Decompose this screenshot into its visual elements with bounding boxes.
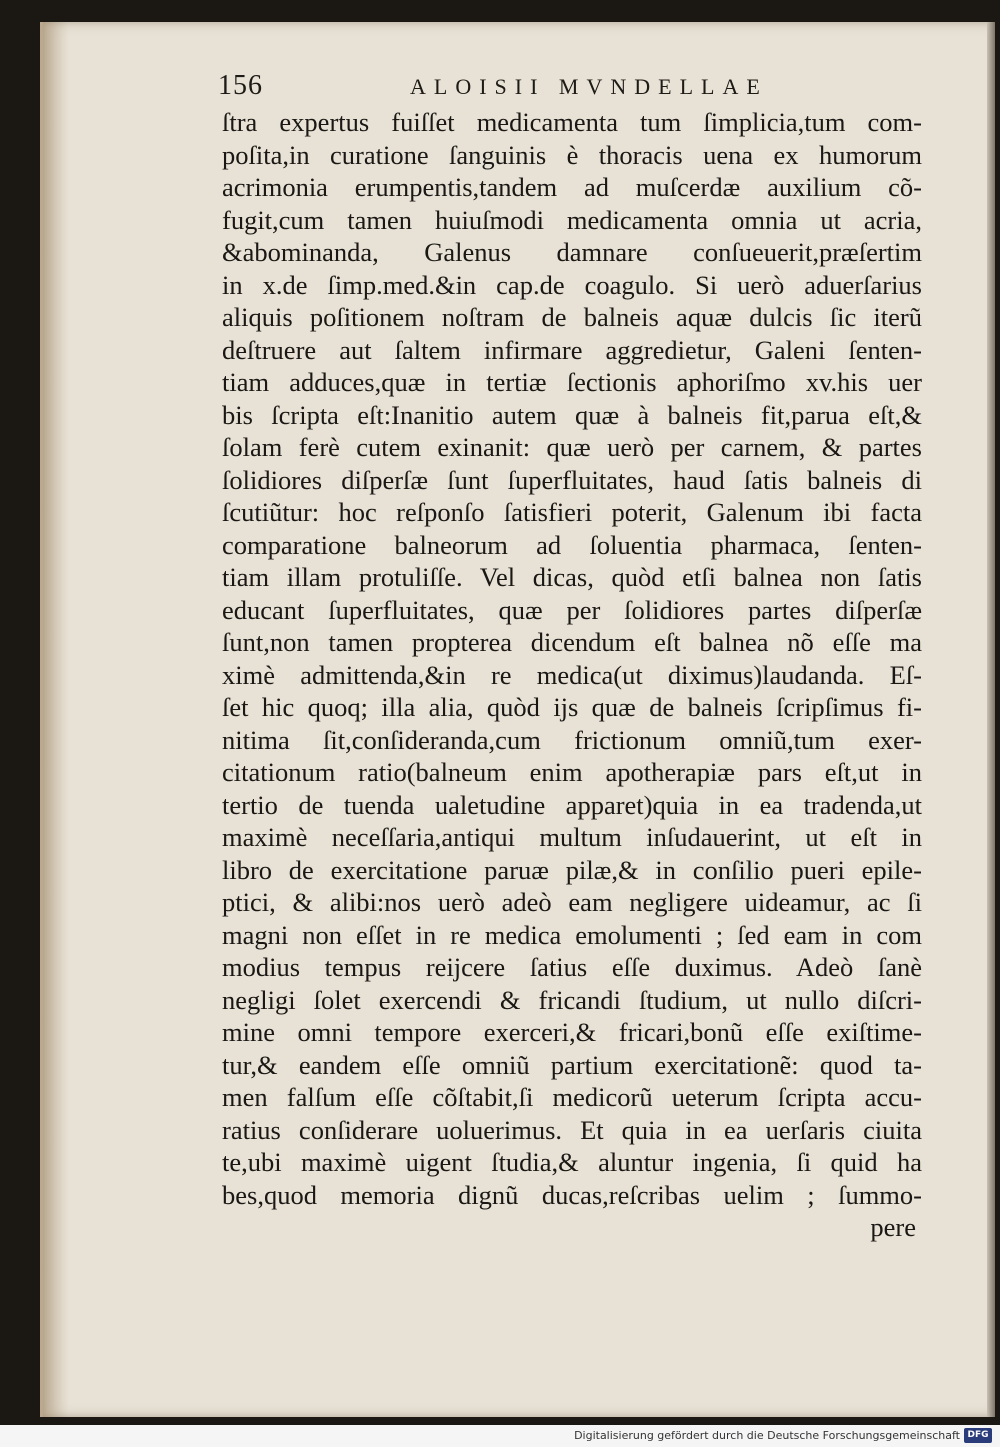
running-title: ALOISII MVNDELLAE: [410, 74, 768, 99]
text-line: comparatione balneorum ad ſoluentia pharmaca, ſenten-: [222, 529, 922, 560]
page-edge: [987, 22, 995, 1417]
text-line: citationum ratio(balneum enim apotherapiæ pars eſt,ut in: [222, 757, 922, 787]
text-line: negligi ſolet exercendi & fricandi ſtudium, ut nullo diſcri-: [222, 984, 922, 1015]
text-line: tiam illam protuliſſe. Vel dicas, quòd etſi balnea non ſatis: [222, 562, 922, 592]
text-line: poſita,in curatione ſanguinis è thoracis uena ex humorum: [222, 139, 922, 170]
text-line: ſtra expertus fuiſſet medicamenta tum ſimplicia,tum com-: [222, 107, 922, 137]
text-line: aliquis poſitionem noſtram de balneis aquæ dulcis ſic iterũ: [222, 302, 922, 332]
gutter-shadow: [43, 22, 69, 1417]
text-line: ratius conſiderare uoluerimus. Et quia in ea uerſaris ciuita: [222, 1114, 922, 1145]
footer-credit: Digitalisierung gefördert durch die Deutsche Forschungsgemeinschaft: [574, 1429, 960, 1442]
text-line: acrimonia erumpentis,tandem ad muſcerdæ auxilium cõ-: [222, 172, 922, 202]
text-line: tur,& eandem eſſe omniũ partium exercitationẽ: quod ta-: [222, 1049, 922, 1080]
text-line: tiam adduces,quæ in tertiæ ſectionis aphoriſmo xv.his uer: [222, 367, 922, 397]
text-line: deſtruere aut ſaltem infirmare aggredietur, Galeni ſenten-: [222, 334, 922, 365]
text-line: mine omni tempore exerceri,& fricari,bonũ eſſe exiſtime-: [222, 1017, 922, 1047]
text-line: magni non eſſet in re medica emolumenti ; ſed eam in com: [222, 919, 922, 950]
text-line: te,ubi maximè uigent ſtudia,& aluntur ingenia, ſi quid ha: [222, 1147, 922, 1177]
body-text: [222, 106, 922, 1244]
text-line: tertio de tuenda ualetudine apparet)quia in ea tradenda,ut: [222, 789, 922, 820]
text-line: ſcutiũtur: hoc reſponſo ſatisfieri poterit, Galenum ibi facta: [222, 497, 922, 527]
text-line: &abominanda, Galenus damnare conſueuerit,præſertim: [222, 237, 922, 267]
text-line: ſolidiores diſperſæ ſunt ſuperfluitates, haud ſatis balneis di: [222, 464, 922, 495]
text-line: educant ſuperfluitates, quæ per ſolidiores partes diſperſæ: [222, 594, 922, 625]
page-number: 156: [218, 70, 263, 101]
text-line: modius tempus reĳcere ſatius eſſe duximus. Adeò ſanè: [222, 952, 922, 982]
text-line: men falſum eſſe cõſtabit,ſi medicorũ ueterum ſcripta accu-: [222, 1082, 922, 1112]
text-line: ptici, & alibi:nos uerò adeò eam negligere uideamur, ac ſi: [222, 887, 922, 917]
text-line: ximè admittenda,&in re medica(ut diximus)laudanda. Eſ-: [222, 659, 922, 690]
running-head: [218, 70, 818, 110]
text-line: ſet hic quoq; illa alia, quòd ĳs quæ de balneis ſcripſimus fi-: [222, 692, 922, 722]
text-line: maximè neceſſaria,antiqui multum inſudauerint, ut eſt in: [222, 822, 922, 852]
footer-bar: [0, 1425, 1000, 1447]
text-line: libro de exercitatione paruæ pilæ,& in conſilio pueri epile-: [222, 854, 922, 885]
text-line: bis ſcripta eſt:Inanitio autem quæ à balneis fit,parua eſt,&: [222, 399, 922, 430]
text-line: ſunt,non tamen propterea dicendum eſt balnea nõ eſſe ma: [222, 627, 922, 657]
text-line: nitima ſit,conſideranda,cum frictionum omniũ,tum exer-: [222, 724, 922, 755]
text-line: ſolam ferè cutem exinanit: quæ uerò per carnem, & partes: [222, 432, 922, 462]
catchword: pere: [870, 1212, 916, 1242]
text-line: fugit,cum tamen huiuſmodi medicamenta omnia ut acria,: [222, 204, 922, 235]
text-line: in x.de ſimp.med.&in cap.de coagulo. Si uerò aduerſarius: [222, 269, 922, 300]
dfg-logo: DFG: [964, 1428, 992, 1443]
text-line: bes,quod memoria dignũ ducas,reſcribas uelim ; ſummo-: [222, 1179, 922, 1210]
